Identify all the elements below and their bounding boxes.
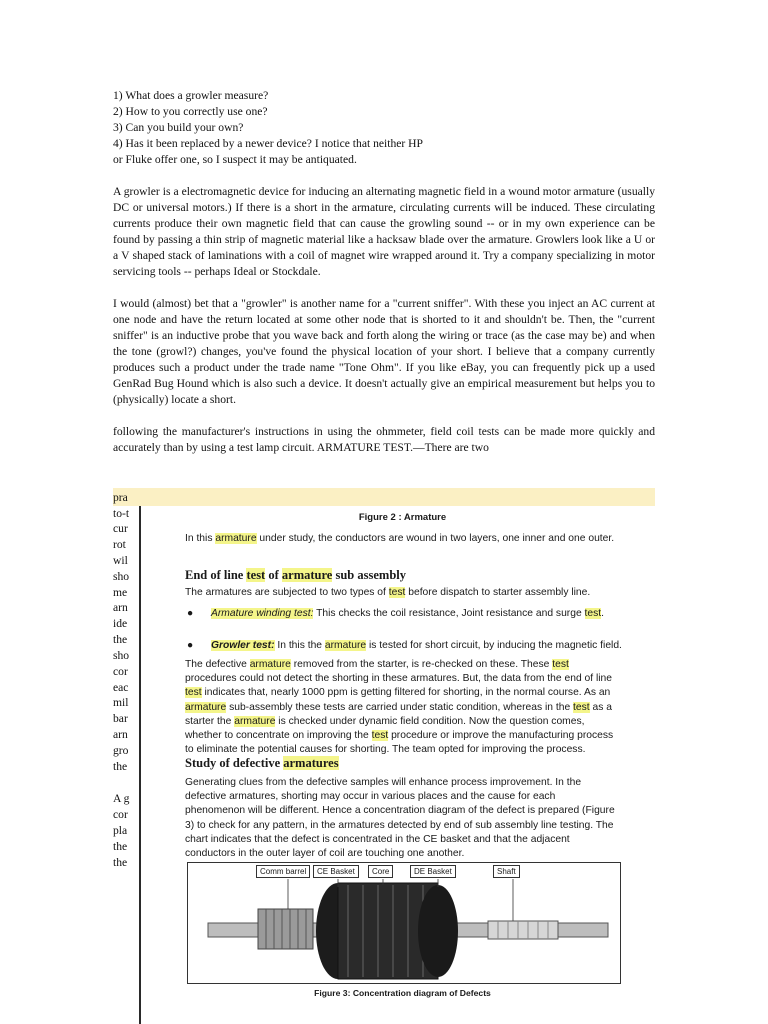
- figure-paragraph-1: The armatures are subjected to two types of test before dispatch to starter assembly line.: [185, 587, 591, 598]
- clipped-fragment: cur: [113, 522, 128, 535]
- highlighted-term: test: [371, 730, 389, 742]
- document-text: [113, 88, 655, 456]
- question-4: 4) Has it been replaced by a newer device? I notice that neither HP: [113, 137, 423, 150]
- bullet-armature-winding: ● Armature winding test: This checks the coil resistance, Joint resistance and surge test.: [185, 607, 641, 621]
- figure-text-segment: removed from the starter, is re-checked on these. These: [290, 659, 553, 670]
- bullet-icon: ●: [187, 608, 194, 619]
- bullet-icon: ●: [187, 640, 194, 652]
- clipped-fragment: gro: [113, 744, 129, 757]
- figure-armature: [139, 506, 664, 1024]
- figure-text-segment: procedures could not detect the shorting in these armatures. But, the data from the end of line: [185, 673, 613, 685]
- paragraph-current-sniffer: I would (almost) bet that a "growler" is another name for a "current sniffer". With these you inject an AC current at one node and have the return located at some other node that is shorted to it and shouldn't be. Then, the "current sniffer" is an inductive probe that you wave back and forth along the wiring or trace (as the case may be) and when the tone (growl?) changes, you've found the physical location of your short. I believe that a company currently produces such a product under the trade name "Tone Ohm". If you like eBay, you can frequently pick up a used GenRad Bug Hound which is also such a device. It doesn't actually give an empirical measurement but helps you to (physically) locate a short.: [113, 297, 655, 406]
- figure-intro: In this armature under study, the conductors are wound in two layers, one inner and one outer.: [185, 533, 615, 544]
- clipped-fragment: bar: [113, 712, 128, 725]
- highlight-band: [113, 488, 655, 506]
- clipped-fragment: pla: [113, 824, 128, 837]
- figure-text-segment: is checked under dynamic field condition. Now the question comes, whether to concentrate on improving the: [185, 715, 585, 742]
- paragraph-growler: A growler is a electromagnetic device for inducing an alternating magnetic field in a wound motor armature (usually DC or universal motors.) If there is a short in the armature, circulating currents will be induced. These circulating currents produce their own magnetic field that can cause the growling sound -- or in my own experience can be found by passing a thin strip of magnetic material like a hacksaw blade over the armature. Growlers look like a U or a V shaped stack of laminations with a coil of magnet wire wrapped around it. Try a company specializing in motor servicing tools -- perhaps Ideal or Stockdale.: [113, 185, 655, 278]
- clipped-fragment: arn: [113, 601, 128, 614]
- clipped-fragment: the: [113, 856, 128, 869]
- paragraph-armature-test: following the manufacturer's instructions in using the ohmmeter, field coil tests can be made more quickly and accurately than by using a test lamp circuit. ARMATURE TEST.—There are two: [113, 425, 655, 454]
- highlighted-term: test: [185, 687, 202, 699]
- question-3: 3) Can you build your own?: [113, 121, 244, 134]
- highlighted-term: armature: [234, 715, 276, 727]
- heading-defective-armatures: Study of defective armatures: [185, 756, 339, 770]
- heading-end-of-line: End of line test of armature sub assembly: [185, 568, 406, 582]
- armature-drawing: [188, 863, 620, 983]
- question-2: 2) How to you correctly use one?: [113, 105, 268, 118]
- figure-paragraph-3: Generating clues from the defective samples will enhance process improvement. In the defective armatures, shorting may occur in various places and the cause for each phenomenon will be different. Hence a concentration diagram of the defect is prepared (Figure 3) to check for any pattern, in the armatures detected by end of sub assembly line testing. The chart indicates that the defect is concentrated in the CE basket and that the adjacent conductors in the outer layer of coil are touching one another.: [185, 777, 615, 860]
- highlighted-term: armature: [185, 701, 227, 713]
- clipped-fragment: rot: [113, 538, 126, 551]
- clipped-fragment: mil: [113, 696, 129, 709]
- clipped-fragment: pra: [113, 491, 128, 504]
- clipped-fragment: cor: [113, 665, 128, 678]
- figure-text-segment: indicates that, nearly 1000 ppm is getting filtered for shorting, in the normal course. As an: [201, 687, 611, 699]
- label-shaft: Shaft: [493, 865, 520, 878]
- question-1: 1) What does a growler measure?: [113, 89, 269, 102]
- clipped-fragment: ide: [113, 617, 128, 630]
- question-4-continued: or Fluke offer one, so I suspect it may be antiquated.: [113, 153, 357, 166]
- clipped-fragment: eac: [113, 681, 129, 694]
- clipped-fragment: sho: [113, 649, 130, 662]
- figure-text-segment: sub-assembly these tests are carried under static condition, whereas in the: [226, 701, 574, 713]
- figure-text-segment: as a starter the: [185, 701, 612, 727]
- clipped-fragment: to-t: [113, 507, 130, 520]
- clipped-fragment: the: [113, 840, 128, 853]
- highlighted-term: test: [573, 701, 590, 713]
- figure-paragraph-2: [185, 658, 615, 757]
- label-core: Core: [368, 865, 393, 878]
- clipped-fragment: me: [113, 586, 128, 599]
- clipped-fragment: the: [113, 633, 128, 646]
- clipped-fragment: the: [113, 760, 128, 773]
- clipped-fragment: wil: [113, 554, 128, 567]
- figure-text-segment: The defective: [185, 659, 250, 670]
- clipped-fragment: arn: [113, 728, 128, 741]
- clipped-fragment: cor: [113, 808, 128, 821]
- label-de-basket: DE Basket: [410, 865, 456, 878]
- clipped-fragment: sho: [113, 570, 130, 583]
- highlighted-term: test: [552, 659, 569, 670]
- highlighted-term: armature: [249, 659, 291, 670]
- figure-caption: Figure 3: Concentration diagram of Defects: [314, 988, 491, 998]
- figure-text-segment: procedure or improve the manufacturing process to eliminate the potential causes for shorting. The team opted for improving the process.: [185, 730, 614, 756]
- clipped-fragment: A g: [113, 792, 130, 805]
- label-comm-barrel: Comm barrel: [256, 865, 310, 878]
- bullet-growler-test: ● Growler test: In this the armature is tested for short circuit, by inducing the magnetic field.: [185, 639, 641, 653]
- label-ce-basket: CE Basket: [313, 865, 359, 878]
- figure-title: Figure 2 : Armature: [358, 512, 447, 523]
- concentration-diagram: [187, 862, 621, 984]
